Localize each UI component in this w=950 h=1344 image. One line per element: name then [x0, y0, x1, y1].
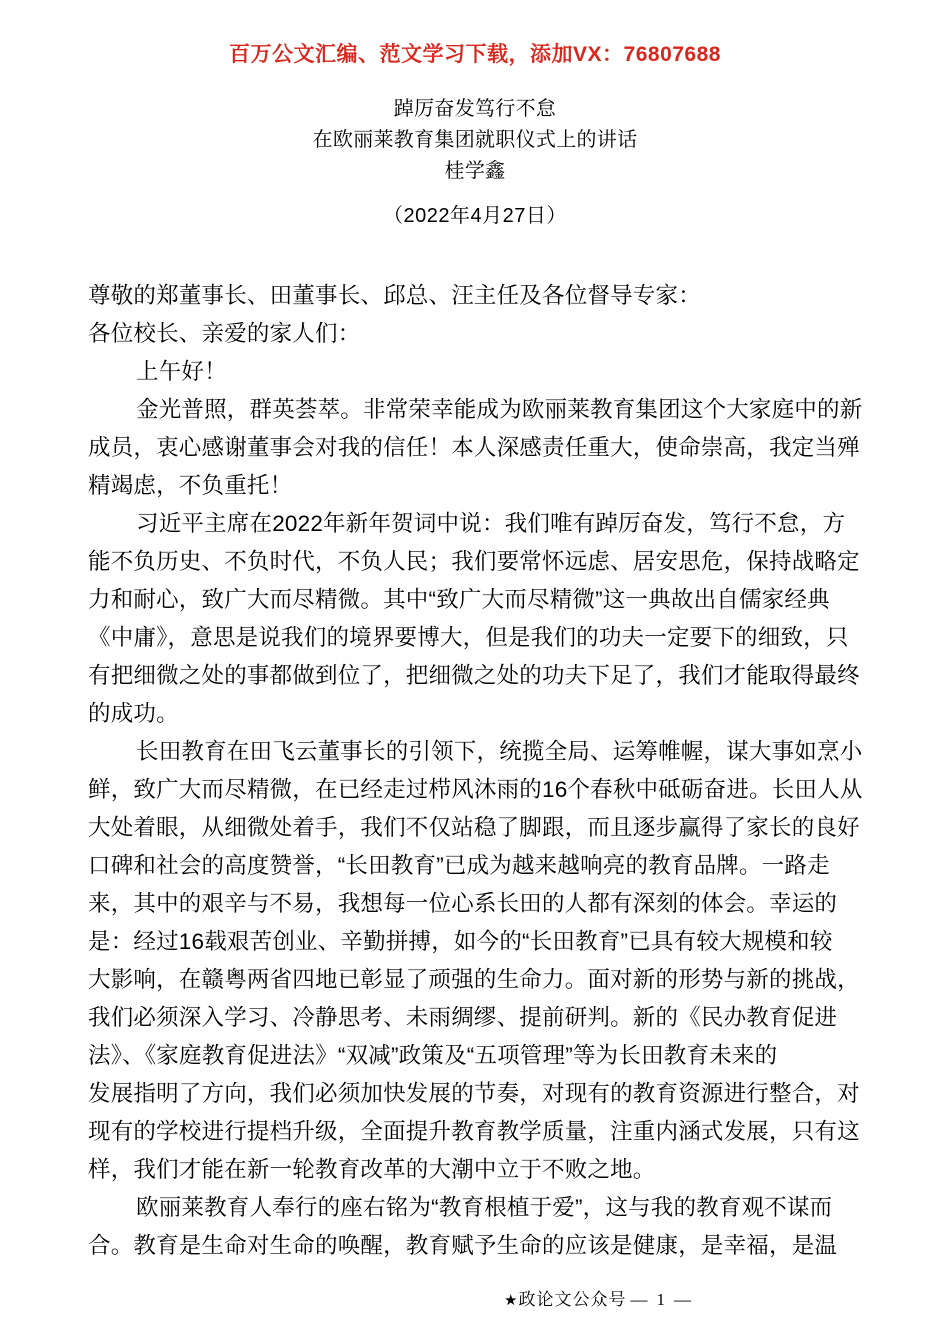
document-text-line: 发展指明了方向，我们必须加快发展的节奏，对现有的教育资源进行整合，对 [88, 1081, 860, 1106]
document-text-line: 各位校长、亲爱的家人们： [88, 321, 361, 346]
document-text-line: 欧丽莱教育人奉行的座右铭为“教育根植于爱”，这与我的教育观不谋而 [136, 1195, 833, 1220]
document-text-line: 现有的学校进行提档升级，全面提升教育教学质量，注重内涵式发展，只有这 [88, 1119, 860, 1144]
star-icon: ★ [504, 1292, 519, 1309]
document-title-line-1: 踔厉奋发笃行不怠 [393, 98, 557, 120]
document-author: 桂学鑫 [444, 160, 506, 182]
document-date: （2022年4月27日） [383, 205, 567, 227]
document-text-line: 能不负历史、不负时代，不负人民；我们要常怀远虑、居安思危，保持战略定 [88, 549, 860, 574]
document-text-line: 长田教育在田飞云董事长的引领下，统揽全局、运筹帷幄，谋大事如烹小 [136, 739, 863, 764]
footer-dash-right: — [673, 1290, 692, 1309]
page-number: 1 [656, 1290, 666, 1309]
document-text-line: 上午好！ [136, 359, 227, 384]
footer-dash-left: — [630, 1290, 649, 1309]
document-text-line: 金光普照，群英荟萃。非常荣幸能成为欧丽莱教育集团这个大家庭中的新 [136, 397, 863, 422]
document-title-line-2: 在欧丽莱教育集团就职仪式上的讲话 [312, 129, 638, 151]
document-text-line: 鲜，致广大而尽精微，在已经走过栉风沐雨的16个春秋中砥砺奋进。长田人从 [88, 777, 863, 802]
document-text-line: 尊敬的郑董事长、田董事长、邱总、汪主任及各位督导专家： [88, 283, 701, 308]
document-text-line: 是：经过16载艰苦创业、辛勤拼搏，如今的“长田教育”已具有较大规模和较 [88, 929, 833, 954]
document-text-line: 合。教育是生命对生命的唤醒，教育赋予生命的应该是健康，是幸福，是温 [88, 1233, 838, 1258]
document-text-line: 力和耐心，致广大而尽精微。其中“致广大而尽精微”这一典故出自儒家经典 [88, 587, 830, 612]
footer-inner [504, 1285, 696, 1310]
document-text-line: 口碑和社会的高度赞誉，“长田教育”已成为越来越响亮的教育品牌。一路走 [88, 853, 830, 878]
document-text-line: 习近平主席在2022年新年贺词中说：我们唯有踔厉奋发，笃行不怠，方 [136, 511, 846, 536]
document-text-line: 样，我们才能在新一轮教育改革的大潮中立于不败之地。 [88, 1157, 656, 1182]
promo-watermark-header: 百万公文汇编、范文学习下载，添加VX：76807688 [229, 43, 721, 66]
document-text-line: 来，其中的艰辛与不易，我想每一位心系长田的人都有深刻的体会。幸运的 [88, 891, 838, 916]
document-text-line: 我们必须深入学习、冷静思考、未雨绸缪、提前研判。新的《民办教育促进 [88, 1005, 838, 1030]
document-title-block [0, 94, 950, 232]
document-text-line: 有把细微之处的事都做到位了，把细微之处的功夫下足了，我们才能取得最终 [88, 663, 860, 688]
document-text-line: 《中庸》，意思是说我们的境界要博大，但是我们的功夫一定要下的细致，只 [88, 625, 849, 650]
document-text-line: 大处着眼，从细微处着手，我们不仅站稳了脚跟，而且逐步赢得了家长的良好 [88, 815, 860, 840]
document-text-line: 成员，衷心感谢董事会对我的信任！本人深感责任重大，使命崇高，我定当殚 [88, 435, 860, 460]
document-text-line: 法》、《家庭教育促进法》“双减”政策及“五项管理”等为长田教育未来的 [88, 1043, 778, 1068]
document-text-line: 大影响，在赣粤两省四地已彰显了顽强的生命力。面对新的形势与新的挑战， [88, 967, 860, 992]
document-text-line: 精竭虑，不负重托！ [88, 473, 293, 498]
footer-label: 政论文公众号 [518, 1290, 627, 1309]
document-body [88, 277, 878, 1265]
page-footer [0, 1285, 950, 1310]
document-text-line: 的成功。 [88, 701, 179, 726]
